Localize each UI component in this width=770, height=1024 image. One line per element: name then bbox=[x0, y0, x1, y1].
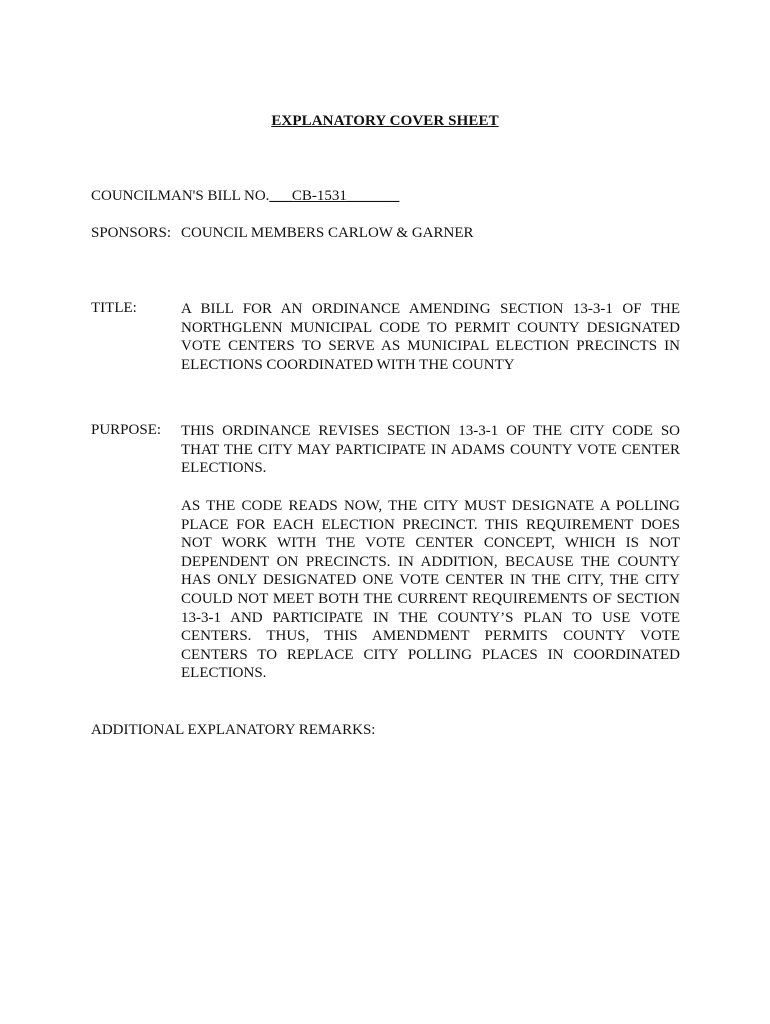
additional-remarks-label: ADDITIONAL EXPLANATORY REMARKS: bbox=[91, 722, 376, 738]
purpose-label: PURPOSE: bbox=[91, 422, 162, 438]
bill-number-value: ___CB-1531_______ bbox=[269, 188, 400, 204]
sponsors-value: COUNCIL MEMBERS CARLOW & GARNER bbox=[181, 225, 474, 241]
document-heading: EXPLANATORY COVER SHEET bbox=[271, 113, 499, 129]
purpose-paragraph-2: AS THE CODE READS NOW, THE CITY MUST DESIGNATE A POLLING PLACE FOR EACH ELECTION PRECINCT. THIS REQUIREMENT DOES NOT WORK WITH THE VOTE CENTER CONCEPT, WHICH IS NOT DEPENDENT ON PRECINCTS. IN ADDITION, BECAUSE THE COUNTY HAS ONLY DESIGNATED ONE VOTE CENTER IN THE CITY, THE CITY COULD NOT MEET BOTH THE CURRENT REQUIREMENTS OF SECTION 13-3-1 AND PARTICIPATE IN THE COUNTY’S PLAN TO USE VOTE CENTERS. THUS, THIS AMENDMENT PERMITS COUNTY VOTE CENTERS TO REPLACE CITY POLLING PLACES IN COORDINATED ELECTIONS. bbox=[181, 498, 680, 682]
purpose-paragraph-1: THIS ORDINANCE REVISES SECTION 13-3-1 OF THE CITY CODE SO THAT THE CITY MAY PARTICIPATE IN ADAMS COUNTY VOTE CENTER ELECTIONS. bbox=[181, 423, 680, 477]
sponsors-label: SPONSORS: bbox=[91, 225, 172, 241]
bill-number-row bbox=[91, 188, 399, 205]
bill-number-label: COUNCILMAN'S BILL NO. bbox=[91, 188, 270, 204]
title-text: A BILL FOR AN ORDINANCE AMENDING SECTION 13-3-1 OF THE NORTHGLENN MUNICIPAL CODE TO PERMIT COUNTY DESIGNATED VOTE CENTERS TO SERVE AS MUNICIPAL ELECTION PRECINCTS IN ELECTIONS COORDINATED WITH THE COUNTY bbox=[181, 301, 680, 373]
title-label: TITLE: bbox=[91, 300, 137, 316]
